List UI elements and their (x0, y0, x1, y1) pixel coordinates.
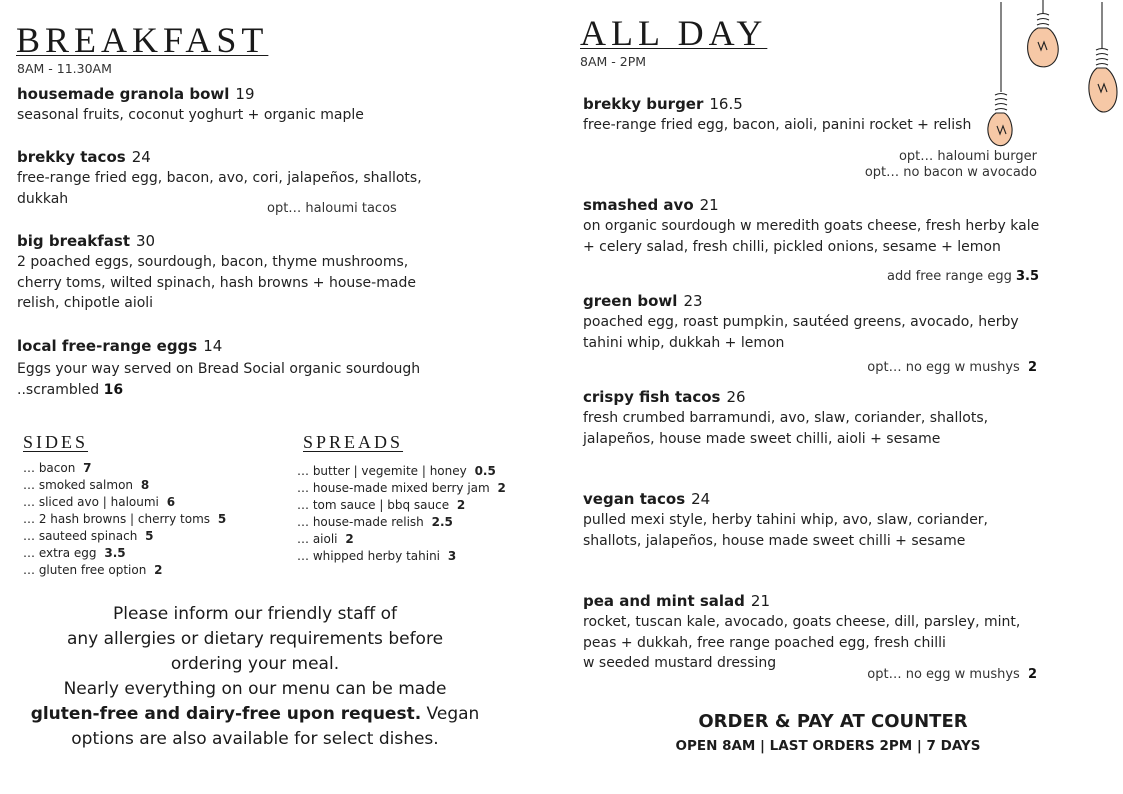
list-item: … 2 hash browns | cherry toms 5 (23, 512, 227, 526)
bulb-icon (1089, 2, 1117, 112)
item-description: on organic sourdough w meredith goats cheese, fresh herby kale + celery salad, fresh chilli, pickled onions, sesame + lemon (583, 218, 1040, 255)
item-option: opt… no egg w mushys 2 (867, 360, 1037, 375)
item-title (583, 592, 1043, 610)
item-description: fresh crumbed barramundi, avo, slaw, coriander, shallots, jalapeños, house made sweet chilli, aioli + sesame (583, 410, 989, 447)
item-description: 2 poached eggs, sourdough, bacon, thyme mushrooms, cherry toms, wilted spinach, hash browns + house-made relish, chipotle aioli (17, 254, 416, 311)
list-item: … sauteed spinach 5 (23, 529, 154, 543)
item-name: housemade granola bowl (17, 85, 230, 103)
item-extra-label: ..scrambled (17, 381, 100, 398)
list-item: … house-made relish 2.5 (297, 515, 453, 529)
allergy-line: gluten-free and dairy-free upon request. Vegan (30, 704, 480, 724)
item-description: free-range fried egg, bacon, avo, cori, jalapeños, shallots, dukkah (17, 170, 422, 207)
item-title (583, 490, 1013, 508)
bulb-icon (1028, 0, 1059, 67)
item-extra-price: 16 (103, 381, 124, 398)
list-item: … extra egg 3.5 (23, 546, 126, 560)
sides-heading: SIDES (23, 432, 89, 452)
item-name: pea and mint salad (583, 592, 745, 610)
item-title (17, 232, 447, 250)
item-price: 23 (683, 292, 703, 310)
menu-item-big-breakfast (17, 232, 447, 314)
menu-item-smashed-avo (583, 196, 1043, 257)
menu-item-free-range-eggs (17, 337, 457, 400)
item-title (17, 337, 457, 355)
menu-item-green-bowl (583, 292, 1043, 353)
item-description: Eggs your way served on Bread Social organic sourdough (17, 361, 421, 377)
item-price: 21 (750, 592, 771, 610)
order-at-counter: ORDER & PAY AT COUNTER (698, 711, 968, 732)
breakfast-hours: 8AM - 11.30AM (17, 61, 112, 76)
item-price: 19 (235, 85, 255, 103)
item-price: 21 (699, 196, 719, 214)
item-option: opt… no bacon w avocado (864, 165, 1037, 180)
menu-item-pea-mint-salad (583, 592, 1043, 674)
item-description: seasonal fruits, coconut yoghurt + organic maple (17, 107, 364, 123)
list-item: … bacon 7 (23, 461, 92, 475)
list-item: … house-made mixed berry jam 2 (297, 481, 506, 495)
item-name: brekky burger (583, 95, 704, 113)
item-title (583, 388, 1023, 406)
item-price: 14 (203, 337, 223, 355)
item-name: brekky tacos (17, 148, 126, 166)
item-price: 24 (131, 148, 151, 166)
list-item: … smoked salmon 8 (23, 478, 150, 492)
item-description: rocket, tuscan kale, avocado, goats cheese, dill, parsley, mint, peas + dukkah, free range poached egg, fresh chilli w seeded mustard dressing (583, 614, 1021, 671)
list-item: … whipped herby tahini 3 (297, 549, 457, 563)
item-title (583, 196, 1043, 214)
item-price: 24 (691, 490, 711, 508)
all-day-heading: ALL DAY (580, 13, 768, 53)
item-description: free-range fried egg, bacon, aioli, panini rocket + relish (583, 117, 972, 133)
item-title (583, 292, 1043, 310)
item-price: 16.5 (709, 95, 743, 113)
allergy-line: Nearly everything on our menu can be made (63, 679, 447, 699)
item-option: add free range egg 3.5 (887, 269, 1039, 284)
item-name: vegan tacos (583, 490, 686, 508)
list-item: … butter | vegemite | honey 0.5 (297, 464, 496, 478)
menu-item-vegan-tacos (583, 490, 1013, 551)
item-description: poached egg, roast pumpkin, sautéed greens, avocado, herby tahini whip, dukkah + lemon (583, 314, 1019, 351)
spreads-list (297, 463, 506, 565)
allergy-line: any allergies or dietary requirements before (66, 629, 444, 649)
item-name: local free-range eggs (17, 337, 198, 355)
menu-item-brekky-tacos (17, 148, 447, 209)
item-name: smashed avo (583, 196, 694, 214)
item-title (17, 85, 447, 103)
allergy-line: Please inform our friendly staff of (112, 604, 398, 624)
sides-list (23, 460, 226, 579)
allergy-line: ordering your meal. (170, 654, 340, 674)
item-name: green bowl (583, 292, 678, 310)
item-option: opt… haloumi burger (898, 149, 1037, 164)
allergy-line: options are also available for select dishes. (71, 729, 439, 749)
allergy-notice (10, 602, 500, 752)
item-option: opt… no egg w mushys 2 (867, 667, 1037, 682)
item-name: crispy fish tacos (583, 388, 721, 406)
item-name: big breakfast (17, 232, 130, 250)
list-item: … tom sauce | bbq sauce 2 (297, 498, 466, 512)
list-item: … sliced avo | haloumi 6 (23, 495, 176, 509)
list-item: … gluten free option 2 (23, 563, 163, 577)
menu-item-brekky-burger (583, 95, 1033, 136)
opening-hours: OPEN 8AM | LAST ORDERS 2PM | 7 DAYS (675, 738, 981, 754)
menu-item-crispy-fish-tacos (583, 388, 1023, 449)
item-title (583, 95, 1033, 113)
spreads-heading: SPREADS (303, 432, 404, 452)
breakfast-heading: BREAKFAST (16, 20, 269, 60)
item-price: 26 (726, 388, 746, 406)
all-day-hours: 8AM - 2PM (580, 54, 647, 69)
item-price: 30 (136, 232, 156, 250)
item-title (17, 148, 447, 166)
list-item: … aioli 2 (297, 532, 354, 546)
item-description: pulled mexi style, herby tahini whip, avo, slaw, coriander, shallots, jalapeños, house made sweet chilli + sesame (583, 512, 989, 549)
menu-item-granola (17, 85, 447, 126)
item-option: opt… haloumi tacos (267, 201, 397, 216)
item-extra (17, 380, 457, 401)
